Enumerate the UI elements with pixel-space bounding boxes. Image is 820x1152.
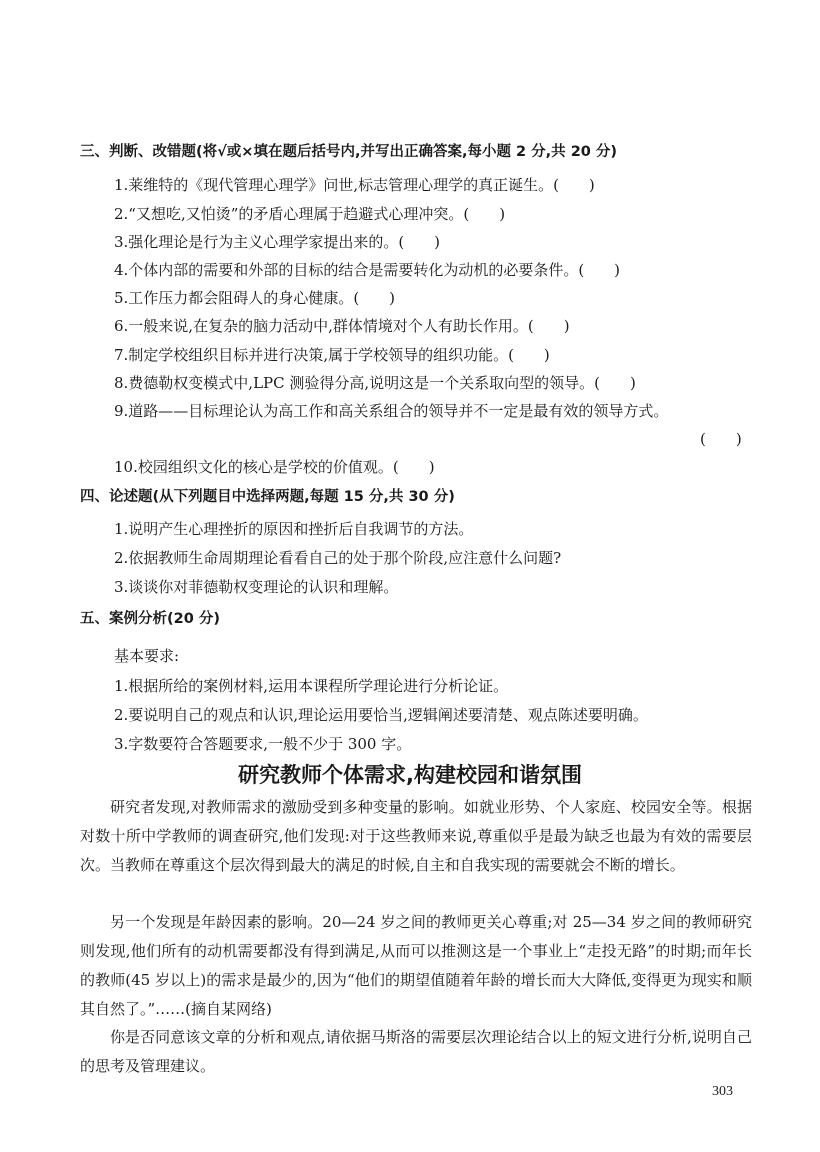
section3-item-9: 9.道路——目标理论认为高工作和高关系组合的领导并不一定是最有效的领导方式。 bbox=[114, 402, 669, 420]
case-paragraph-2: 另一个发现是年龄因素的影响。20—24 岁之间的教师更关心尊重;对 25—34 岁之间的教师研究则发现,他们所有的动机需要都没有得到满足,从而可以推测这是一个事业上“走投无路”的时期;而年长的教师(45 岁以上)的需求是最少的,因为“他们的期望值随着年龄的增长而大大降低,变得更为现实和顺其自然了。”……(摘自某网络) bbox=[80, 913, 752, 1018]
section4-heading: 四、论述题(从下列题目中选择两题,每题 15 分,共 30 分) bbox=[80, 489, 455, 505]
section3-item-1: 1.莱维特的《现代管理心理学》问世,标志管理心理学的真正诞生。( ) bbox=[114, 176, 595, 194]
section3-item-5: 5.工作压力都会阻碍人的身心健康。( ) bbox=[114, 289, 396, 307]
section3-item-7: 7.制定学校组织目标并进行决策,属于学校领导的组织功能。( ) bbox=[114, 346, 550, 364]
requirement-1: 1.根据所给的案例材料,运用本课程所学理论进行分析论证。 bbox=[114, 677, 509, 695]
section4-item-3: 3.谈谈你对菲德勒权变理论的认识和理解。 bbox=[114, 578, 399, 596]
section3-item-4: 4.个体内部的需要和外部的目标的结合是需要转化为动机的必要条件。( ) bbox=[114, 261, 621, 279]
section3-item-8: 8.费德勒权变模式中,LPC 测验得分高,说明这是一个关系取向型的领导。( ) bbox=[114, 374, 636, 392]
section4-item-2: 2.依据教师生命周期理论看看自己的处于那个阶段,应注意什么问题? bbox=[114, 549, 562, 567]
section3-item-9-answer-paren: ( ) bbox=[700, 430, 742, 448]
section5-heading: 五、案例分析(20 分) bbox=[80, 611, 220, 627]
requirements-label: 基本要求: bbox=[114, 647, 180, 665]
requirement-3: 3.字数要符合答题要求,一般不少于 300 字。 bbox=[114, 735, 412, 753]
section3-heading: 三、判断、改错题(将√或×填在题后括号内,并写出正确答案,每小题 2 分,共 20 分) bbox=[80, 144, 618, 160]
requirement-2: 2.要说明自己的观点和认识,理论运用要恰当,逻辑阐述要清楚、观点陈述要明确。 bbox=[114, 706, 648, 724]
section3-item-3: 3.强化理论是行为主义心理学家提出来的。( ) bbox=[114, 233, 441, 251]
case-paragraph-3: 你是否同意该文章的分析和观点,请依据马斯洛的需要层次理论结合以上的短文进行分析,说明自己的思考及管理建议。 bbox=[80, 1028, 752, 1075]
case-title: 研究教师个体需求,构建校园和谐氛围 bbox=[238, 763, 582, 787]
section3-item-6: 6.一般来说,在复杂的脑力活动中,群体情境对个人有助长作用。( ) bbox=[114, 317, 570, 335]
case-paragraph-1: 研究者发现,对教师需求的激励受到多种变量的影响。如就业形势、个人家庭、校园安全等。根据对数十所中学教师的调查研究,他们发现:对于这些教师来说,尊重似乎是最为缺乏也最为有效的需要层次。当教师在尊重这个层次得到最大的满足的时候,自主和自我实现的需要就会不断的增长。 bbox=[80, 798, 752, 874]
section4-item-1: 1.说明产生心理挫折的原因和挫折后自我调节的方法。 bbox=[114, 520, 474, 538]
section3-item-10: 10.校园组织文化的核心是学校的价值观。( ) bbox=[114, 458, 435, 476]
section3-item-2: 2.“又想吃,又怕烫”的矛盾心理属于趋避式心理冲突。( ) bbox=[114, 205, 506, 223]
page-number: 303 bbox=[712, 1084, 733, 1099]
